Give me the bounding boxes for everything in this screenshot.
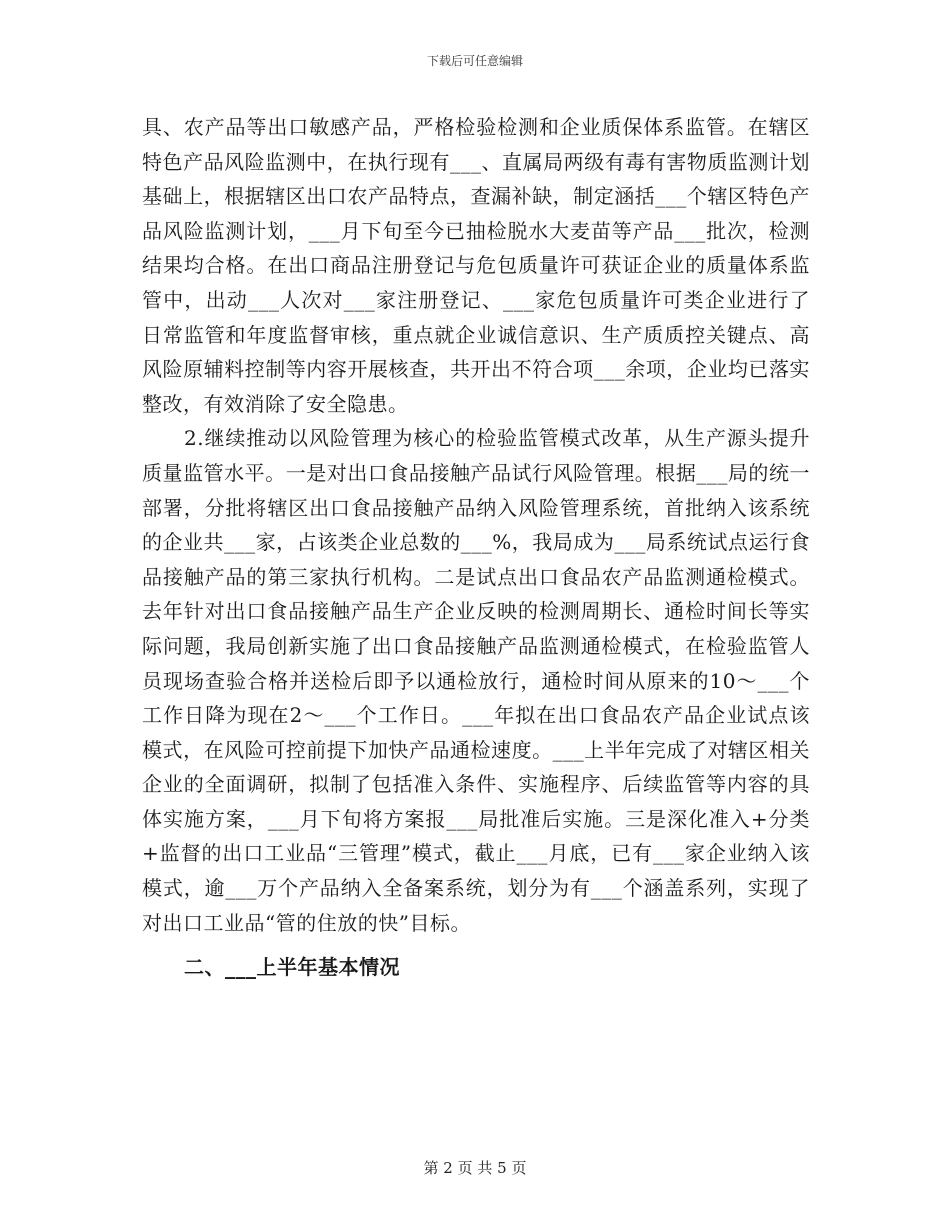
page-number-footer: 第 2 页 共 5 页 [423, 1159, 527, 1177]
document-body [142, 110, 810, 985]
body-paragraph-reform: 2.继续推动以风险管理为核心的检验监管模式改革，从生产源头提升质量监管水平。一是对出口食品接触产品试行风险管理。根据___局的统一部署，分批将辖区出口食品接触产品纳入风险管理系统，首批纳入该系统的企业共___家，占该类企业总数的___%，我局成为___局系统试点运行食品接触产品的第三家执行机构。二是试点出口食品农产品监测通检模式。去年针对出口食品接触产品生产企业反映的检测周期长、通检时间长等实际问题，我局创新实施了出口食品接触产品监测通检模式，在检验监管人员现场查验合格并送检后即予以通检放行，通检时间从原来的10～___个工作日降为现在2～___个工作日。___年拟在出口食品农产品企业试点该模式，在风险可控前提下加快产品通检速度。___上半年完成了对辖区相关企业的全面调研，拟制了包括准入条件、实施程序、后续监管等内容的具体实施方案，___月下旬将方案报___局批准后实施。三是深化准入+分类+监督的出口工业品“三管理”模式，截止___月底，已有___家企业纳入该模式，逾___万个产品纳入全备案系统，划分为有___个涵盖系列，实现了对出口工业品“管的住放的快”目标。 [142, 426, 810, 935]
body-paragraph-continuation: 具、农产品等出口敏感产品，严格检验检测和企业质保体系监管。在辖区特色产品风险监测中，在执行现有___、直属局两级有毒有害物质监测计划基础上，根据辖区出口农产品特点，查漏补缺，制定涵括___个辖区特色产品风险监测计划，___月下旬至今已抽检脱水大麦苗等产品___批次，检测结果均合格。在出口商品注册登记与危包质量许可获证企业的质量体系监管中，出动___人次对___家注册登记、___家危包质量许可类企业进行了日常监管和年度监督审核，重点就企业诚信意识、生产质质控关键点、高风险原辅料控制等内容开展核查，共开出不符合项___余项，企业均已落实整改，有效消除了安全隐患。 [142, 115, 810, 416]
section-heading: 二、___上半年基本情况 [184, 955, 400, 980]
page-header: 下载后可任意编辑 [426, 54, 523, 68]
